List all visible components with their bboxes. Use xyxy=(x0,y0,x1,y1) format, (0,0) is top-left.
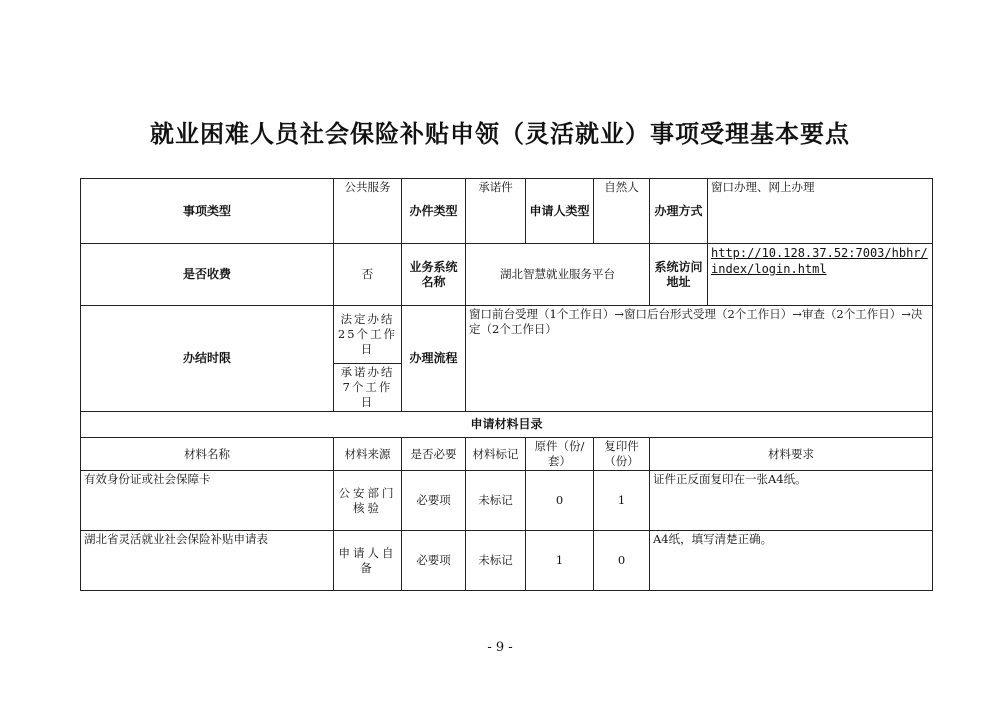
material-source: 申请人自备 xyxy=(334,531,402,591)
handling-type-value: 承诺件 xyxy=(466,179,526,244)
material-name: 湖北省灵活就业社会保险补贴申请表 xyxy=(81,531,334,591)
page-number: - 9 - xyxy=(487,640,513,655)
system-value: 湖北智慧就业服务平台 xyxy=(466,244,650,306)
material-required: 必要项 xyxy=(402,531,466,591)
header-copy: 复印件（份） xyxy=(594,438,650,471)
materials-section-title: 申请材料目录 xyxy=(81,412,933,438)
material-mark: 未标记 xyxy=(466,531,526,591)
item-type-label: 事项类型 xyxy=(81,179,334,244)
requirements-table xyxy=(80,178,933,591)
table-row xyxy=(81,531,933,591)
process-value: 窗口前台受理（1个工作日）→窗口后台形式受理（2个工作日）→审查（2个工作日）→决定（2个工作日） xyxy=(466,306,933,412)
header-mark: 材料标记 xyxy=(466,438,526,471)
applicant-type-label: 申请人类型 xyxy=(526,179,594,244)
material-original-count: 1 xyxy=(526,531,594,591)
handling-method-label: 办理方式 xyxy=(650,179,708,244)
header-original: 原件（份/套） xyxy=(526,438,594,471)
handling-type-label: 办件类型 xyxy=(402,179,466,244)
row-time-limit xyxy=(81,306,933,364)
promised-time-limit: 承诺办结7个工作日 xyxy=(334,364,402,412)
header-material-name: 材料名称 xyxy=(81,438,334,471)
process-label: 办理流程 xyxy=(402,306,466,412)
material-mark: 未标记 xyxy=(466,471,526,531)
handling-method-value: 窗口办理、网上办理 xyxy=(708,179,933,244)
system-url-link[interactable]: http://10.128.37.52:7003/hbhr/index/login.html xyxy=(708,244,933,306)
system-url-label: 系统访问地址 xyxy=(650,244,708,306)
header-material-source: 材料来源 xyxy=(334,438,402,471)
fee-label: 是否收费 xyxy=(81,244,334,306)
legal-time-limit: 法定办结25个工作日 xyxy=(334,306,402,364)
material-copy-count: 0 xyxy=(594,531,650,591)
material-requirements: 证件正反面复印在一张A4纸。 xyxy=(650,471,933,531)
material-name: 有效身份证或社会保障卡 xyxy=(81,471,334,531)
time-limit-label: 办结时限 xyxy=(81,306,334,412)
system-label: 业务系统名称 xyxy=(402,244,466,306)
material-source: 公安部门核验 xyxy=(334,471,402,531)
material-required: 必要项 xyxy=(402,471,466,531)
materials-header-row xyxy=(81,438,933,471)
fee-value: 否 xyxy=(334,244,402,306)
material-requirements: A4纸，填写清楚正确。 xyxy=(650,531,933,591)
row-materials-section xyxy=(81,412,933,438)
material-copy-count: 1 xyxy=(594,471,650,531)
material-original-count: 0 xyxy=(526,471,594,531)
row-item-type xyxy=(81,179,933,244)
applicant-type-value: 自然人 xyxy=(594,179,650,244)
row-fee xyxy=(81,244,933,306)
header-required: 是否必要 xyxy=(402,438,466,471)
document-title: 就业困难人员社会保险补贴申领（灵活就业）事项受理基本要点 xyxy=(150,120,850,148)
table-row xyxy=(81,471,933,531)
item-type-value: 公共服务 xyxy=(334,179,402,244)
header-requirements: 材料要求 xyxy=(650,438,933,471)
